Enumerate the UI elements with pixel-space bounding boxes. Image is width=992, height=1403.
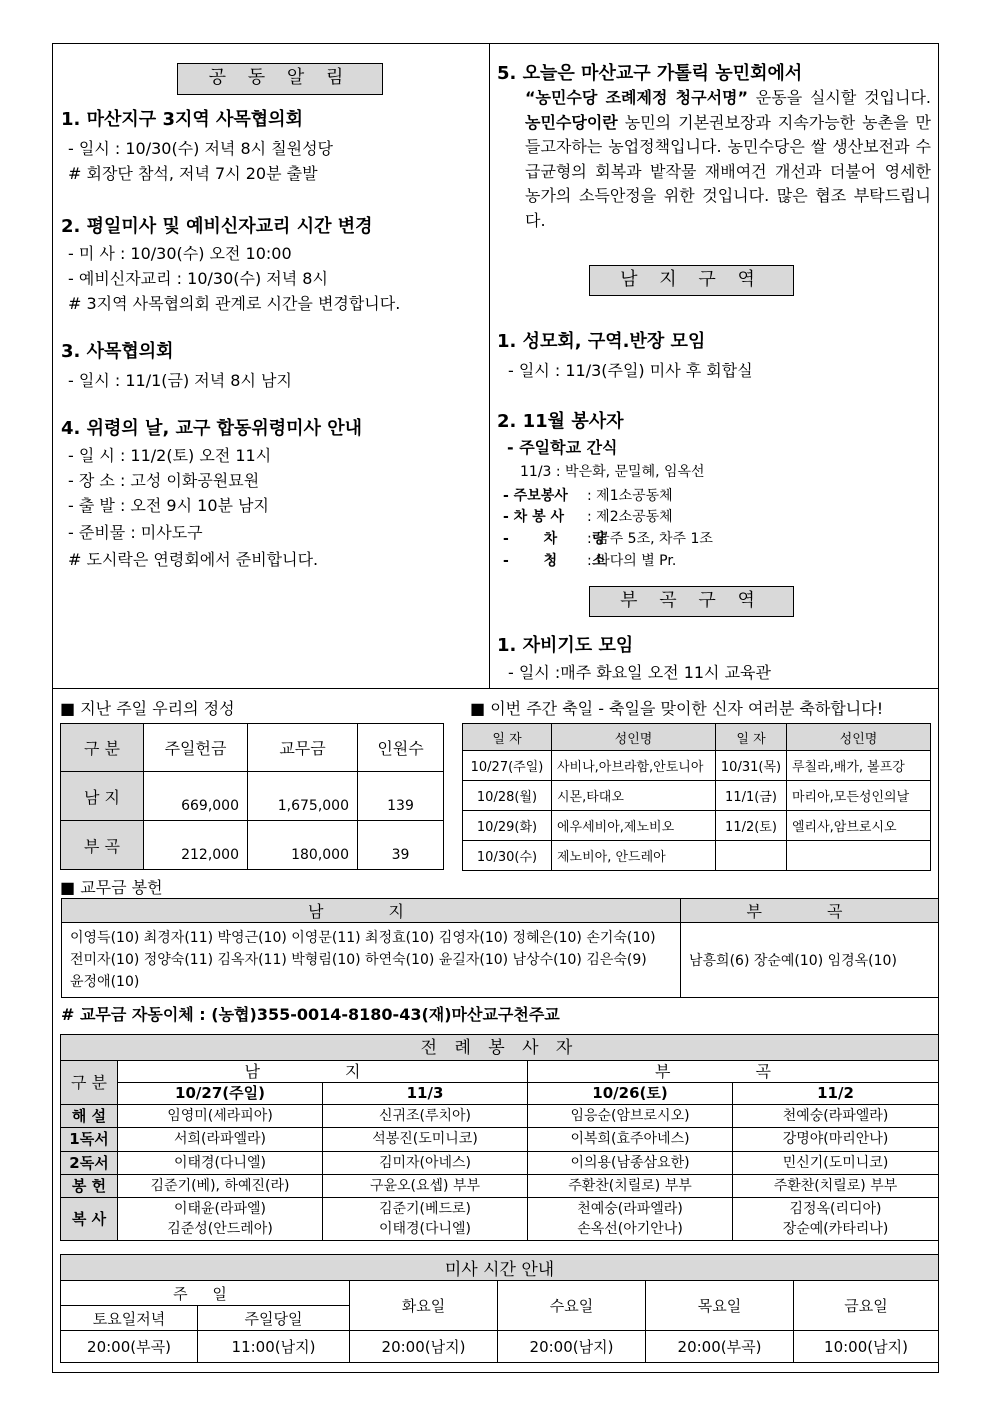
liturgy-r2-c3: 이복희(효주아네스) bbox=[528, 1128, 733, 1151]
liturgy-r1-c1: 임영미(세라피아) bbox=[118, 1104, 323, 1127]
namji-2-row-2-value: : 제2소공동체 bbox=[587, 509, 673, 525]
offering-row-namji-kyomu: 1,675,000 bbox=[248, 772, 358, 821]
feast-title: ■ 이번 주간 축일 - 축일을 맞이한 신자 여러분 축하합니다! bbox=[470, 699, 884, 718]
offering-row-bugok-kyomu: 180,000 bbox=[248, 821, 358, 870]
liturgy-row-4-label: 봉 헌 bbox=[61, 1174, 118, 1197]
kyomu-bugok-list: 남흥희(6) 장순예(10) 임경옥(10) bbox=[681, 923, 939, 998]
offering-row-namji-label: 남 지 bbox=[61, 772, 144, 821]
mass-tue: 화요일 bbox=[350, 1281, 498, 1331]
namji-2-row-4-label: - 청 소 bbox=[503, 553, 606, 569]
notice-5-text-1: 운동을 실시할 것입니다. bbox=[748, 88, 931, 107]
liturgy-r2-c4: 강명야(마리안나) bbox=[733, 1128, 939, 1151]
offering-header-kyomu: 교무금 bbox=[248, 724, 358, 772]
mass-wed: 수요일 bbox=[498, 1281, 646, 1331]
notice-2-title: 2. 평일미사 및 예비신자교리 시간 변경 bbox=[61, 216, 373, 237]
liturgy-r5-c4 bbox=[733, 1198, 939, 1241]
namji-2-row-1 bbox=[503, 485, 673, 505]
namji-2-row-2 bbox=[503, 506, 673, 526]
kyomu-transfer: # 교무금 자동이체 : (농협)355-0014-8180-43(재)마산교구천주교 bbox=[61, 1005, 560, 1024]
liturgy-row-5-label: 복 사 bbox=[61, 1198, 118, 1241]
liturgy-bugok: 부 곡 bbox=[528, 1061, 939, 1082]
offering-title: ■ 지난 주일 우리의 정성 bbox=[60, 699, 235, 718]
feast-r3-date-1: 10/29(화) bbox=[463, 811, 552, 841]
namji-header: 남 지 구 역 bbox=[589, 265, 794, 296]
notice-2-line-3: # 3지역 사목협의회 관계로 시간을 변경합니다. bbox=[68, 294, 401, 313]
notice-5-quote: “농민수당 조례제정 청구서명” bbox=[525, 88, 749, 107]
offering-row-namji-sunday: 669,000 bbox=[144, 772, 248, 821]
mass-time-thu: 20:00(부곡) bbox=[646, 1331, 794, 1363]
liturgy-r5-c4-a: 김정옥(리디아) bbox=[789, 1201, 882, 1218]
notice-1-title: 1. 마산지구 3지역 사목협의회 bbox=[61, 109, 303, 130]
liturgy-r5-c2 bbox=[323, 1198, 528, 1241]
feast-r1-date-1: 10/27(주일) bbox=[463, 751, 552, 781]
liturgy-date-1: 10/27(주일) bbox=[118, 1082, 323, 1104]
mass-time-sun: 11:00(남지) bbox=[198, 1331, 350, 1363]
liturgy-date-4: 11/2 bbox=[733, 1082, 939, 1104]
notice-3-title: 3. 사목협의회 bbox=[61, 341, 174, 362]
liturgy-row-2-label: 1독서 bbox=[61, 1128, 118, 1151]
feast-r3-saint-2: 엘리사,암브로시오 bbox=[787, 811, 931, 841]
feast-r1-saint-2: 루칠라,배가, 볼프강 bbox=[787, 751, 931, 781]
namji-2-row-3 bbox=[503, 528, 713, 548]
feast-r2-date-2: 11/1(금) bbox=[716, 781, 787, 811]
namji-2-row-1-label: - 주보봉사 bbox=[503, 488, 568, 504]
liturgy-r4-c2: 구윤오(요셉) 부부 bbox=[323, 1174, 528, 1197]
bugok-1-title: 1. 자비기도 모임 bbox=[497, 635, 634, 656]
offering-header-gubun: 구 분 bbox=[61, 724, 144, 772]
offering-header-count: 인원수 bbox=[358, 724, 444, 772]
liturgy-r4-c1: 김준기(베), 하예진(라) bbox=[118, 1174, 323, 1197]
liturgy-r1-c4: 천예숭(라파엘라) bbox=[733, 1104, 939, 1127]
namji-1-line: - 일시 : 11/3(주일) 미사 후 회합실 bbox=[508, 361, 753, 380]
notice-2-line-1: - 미 사 : 10/30(수) 오전 10:00 bbox=[68, 244, 292, 263]
liturgy-r5-c1-a: 이태윤(라파엘) bbox=[173, 1201, 267, 1218]
column-divider bbox=[489, 43, 490, 688]
feast-header-date-2: 일 자 bbox=[716, 724, 787, 751]
namji-2-row-3-label: - 차 량 bbox=[503, 531, 606, 547]
liturgy-row-1-label: 해 설 bbox=[61, 1104, 118, 1127]
notice-5-bold: 농민수당이란 bbox=[525, 112, 618, 132]
kyomu-namji-line-2: 전미자(10) 정양숙(11) 김옥자(11) 박형림(10) 하연숙(10) 윤길자(10) 남상수(10) 김은숙(9) bbox=[70, 952, 647, 968]
notice-1-line-2: # 회장단 참석, 저녁 7시 20분 출발 bbox=[68, 164, 318, 183]
notice-3-line-1: - 일시 : 11/1(금) 저녁 8시 남지 bbox=[68, 371, 292, 390]
liturgy-r5-c2-b: 이태경(다니엘) bbox=[378, 1221, 472, 1238]
mass-thu: 목요일 bbox=[646, 1281, 794, 1331]
namji-2-row-4-value: : 바다의 별 Pr. bbox=[587, 553, 677, 569]
common-notice-header: 공 동 알 림 bbox=[177, 63, 383, 95]
namji-2-row-4 bbox=[503, 550, 676, 570]
namji-2-row-1-value: : 제1소공동체 bbox=[587, 488, 673, 504]
liturgy-title: 전 례 봉 사 자 bbox=[61, 1035, 939, 1061]
feast-r3-saint-1: 에우세비아,제노비오 bbox=[552, 811, 716, 841]
liturgy-row-3-label: 2독서 bbox=[61, 1151, 118, 1174]
liturgy-table bbox=[60, 1034, 939, 1241]
mass-time-fri: 10:00(남지) bbox=[794, 1331, 939, 1363]
notice-2-line-2: - 예비신자교리 : 10/30(수) 저녁 8시 bbox=[68, 269, 328, 288]
liturgy-namji: 남 지 bbox=[118, 1061, 528, 1082]
feast-r1-date-2: 10/31(목) bbox=[716, 751, 787, 781]
liturgy-r1-c3: 임응순(암브로시오) bbox=[528, 1104, 733, 1127]
liturgy-gubun: 구 분 bbox=[61, 1061, 118, 1105]
liturgy-r5-c3-a: 천예숭(라파엘라) bbox=[577, 1201, 683, 1218]
mass-sat: 토요일저녁 bbox=[61, 1306, 198, 1331]
liturgy-r4-c4: 주환찬(치릴로) 부부 bbox=[733, 1174, 939, 1197]
kyomu-namji-line-1: 이영득(10) 최경자(11) 박영근(10) 이영문(11) 최정효(10) 김영자(10) 정혜은(10) 손기숙(10) bbox=[70, 930, 656, 946]
liturgy-r3-c3: 이의용(남종삼요한) bbox=[528, 1151, 733, 1174]
liturgy-date-3: 10/26(토) bbox=[528, 1082, 733, 1104]
liturgy-r5-c1-b: 김준성(안드레아) bbox=[167, 1221, 273, 1238]
feast-header-saint-2: 성인명 bbox=[787, 724, 931, 751]
namji-1-title: 1. 성모회, 구역.반장 모임 bbox=[497, 331, 706, 352]
feast-r2-saint-2: 마리아,모든성인의날 bbox=[787, 781, 931, 811]
bugok-1-line: - 일시 :매주 화요일 오전 11시 교육관 bbox=[508, 663, 771, 682]
liturgy-r1-c2: 신귀조(루치아) bbox=[323, 1104, 528, 1127]
namji-2-title: 2. 11월 봉사자 bbox=[497, 411, 624, 432]
notice-4-title: 4. 위령의 날, 교구 합동위령미사 안내 bbox=[61, 418, 362, 439]
offering-table bbox=[60, 723, 444, 870]
liturgy-r3-c1: 이태경(다니엘) bbox=[118, 1151, 323, 1174]
liturgy-r2-c2: 석봉진(도미니코) bbox=[323, 1128, 528, 1151]
mass-sunday: 주 일 bbox=[61, 1281, 350, 1306]
mass-time-wed: 20:00(남지) bbox=[498, 1331, 646, 1363]
feast-r4-date-2 bbox=[716, 841, 787, 871]
liturgy-r5-c4-b: 장순예(카타리나) bbox=[782, 1221, 889, 1238]
section-divider bbox=[52, 688, 939, 689]
liturgy-r5-c2-a: 김준기(베드로) bbox=[378, 1201, 472, 1218]
liturgy-r5-c3-b: 손옥선(아기안나) bbox=[577, 1221, 683, 1238]
bugok-header: 부 곡 구 역 bbox=[589, 586, 794, 617]
kyomu-namji-label: 남 지 bbox=[62, 899, 681, 923]
namji-2-row-3-value: : 금주 5조, 차주 1조 bbox=[587, 531, 713, 547]
notice-4-line-5: # 도시락은 연령회에서 준비합니다. bbox=[68, 550, 319, 569]
mass-time-tue: 20:00(남지) bbox=[350, 1331, 498, 1363]
offering-row-bugok-count: 39 bbox=[358, 821, 444, 870]
offering-header-sunday: 주일헌금 bbox=[144, 724, 248, 772]
offering-row-bugok-label: 부 곡 bbox=[61, 821, 144, 870]
feast-r2-date-1: 10/28(월) bbox=[463, 781, 552, 811]
notice-4-line-2: - 장 소 : 고성 이화공원묘원 bbox=[68, 471, 260, 490]
feast-r4-saint-2 bbox=[787, 841, 931, 871]
namji-2-row-2-label: - 차 봉 사 bbox=[503, 509, 565, 525]
mass-fri: 금요일 bbox=[794, 1281, 939, 1331]
liturgy-r3-c4: 민신기(도미니코) bbox=[733, 1151, 939, 1174]
feast-header-saint-1: 성인명 bbox=[552, 724, 716, 751]
feast-table bbox=[462, 723, 931, 871]
liturgy-r5-c1 bbox=[118, 1198, 323, 1241]
kyomu-bugok-label: 부 곡 bbox=[681, 899, 939, 923]
liturgy-r4-c3: 주환찬(치릴로) 부부 bbox=[528, 1174, 733, 1197]
namji-2-sub: - 주일학교 간식 bbox=[507, 438, 618, 457]
feast-r4-saint-1: 제노비아, 안드레아 bbox=[552, 841, 716, 871]
kyomu-title: ■ 교무금 봉헌 bbox=[60, 878, 163, 897]
feast-header-date-1: 일 자 bbox=[463, 724, 552, 751]
mass-time-sat: 20:00(부곡) bbox=[61, 1331, 198, 1363]
feast-r1-saint-1: 사비나,아브라함,안토니아 bbox=[552, 751, 716, 781]
feast-r2-saint-1: 시몬,타대오 bbox=[552, 781, 716, 811]
kyomu-table bbox=[61, 898, 939, 998]
mass-sun: 주일당일 bbox=[198, 1306, 350, 1331]
notice-4-line-3: - 출 발 : 오전 9시 10분 남지 bbox=[68, 496, 269, 515]
offering-row-bugok-sunday: 212,000 bbox=[144, 821, 248, 870]
notice-4-line-4: - 준비물 : 미사도구 bbox=[68, 523, 203, 542]
liturgy-r3-c2: 김미자(아네스) bbox=[323, 1151, 528, 1174]
notice-4-line-1: - 일 시 : 11/2(토) 오전 11시 bbox=[68, 446, 272, 465]
kyomu-namji-line-3: 윤정애(10) bbox=[70, 974, 140, 990]
liturgy-r5-c3 bbox=[528, 1198, 733, 1241]
offering-row-namji-count: 139 bbox=[358, 772, 444, 821]
mass-table bbox=[60, 1254, 939, 1363]
feast-r3-date-2: 11/2(토) bbox=[716, 811, 787, 841]
notice-5-text-2: 농민의 기본권보장과 지속가능한 농촌을 만들고자하는 농업정책입니다. 농민수당은 쌀 생산보전과 수급균형의 회복과 밭작물 재배여건 개선과 더불어 영세한 농가의 소득안정을 위한 것입니다. 많은 협조 부탁드립니다. bbox=[525, 112, 931, 230]
notice-1-line-1: - 일시 : 10/30(수) 저녁 8시 칠원성당 bbox=[68, 139, 334, 158]
mass-title: 미사 시간 안내 bbox=[61, 1255, 939, 1281]
namji-2-snack: 11/3 : 박은화, 문밀혜, 임옥선 bbox=[520, 464, 705, 480]
notice-5-body bbox=[525, 86, 931, 233]
kyomu-namji-list bbox=[62, 923, 681, 998]
feast-r4-date-1: 10/30(수) bbox=[463, 841, 552, 871]
notice-5-title: 5. 오늘은 마산교구 가톨릭 농민회에서 bbox=[497, 63, 803, 84]
liturgy-date-2: 11/3 bbox=[323, 1082, 528, 1104]
liturgy-r2-c1: 서희(라파엘라) bbox=[118, 1128, 323, 1151]
